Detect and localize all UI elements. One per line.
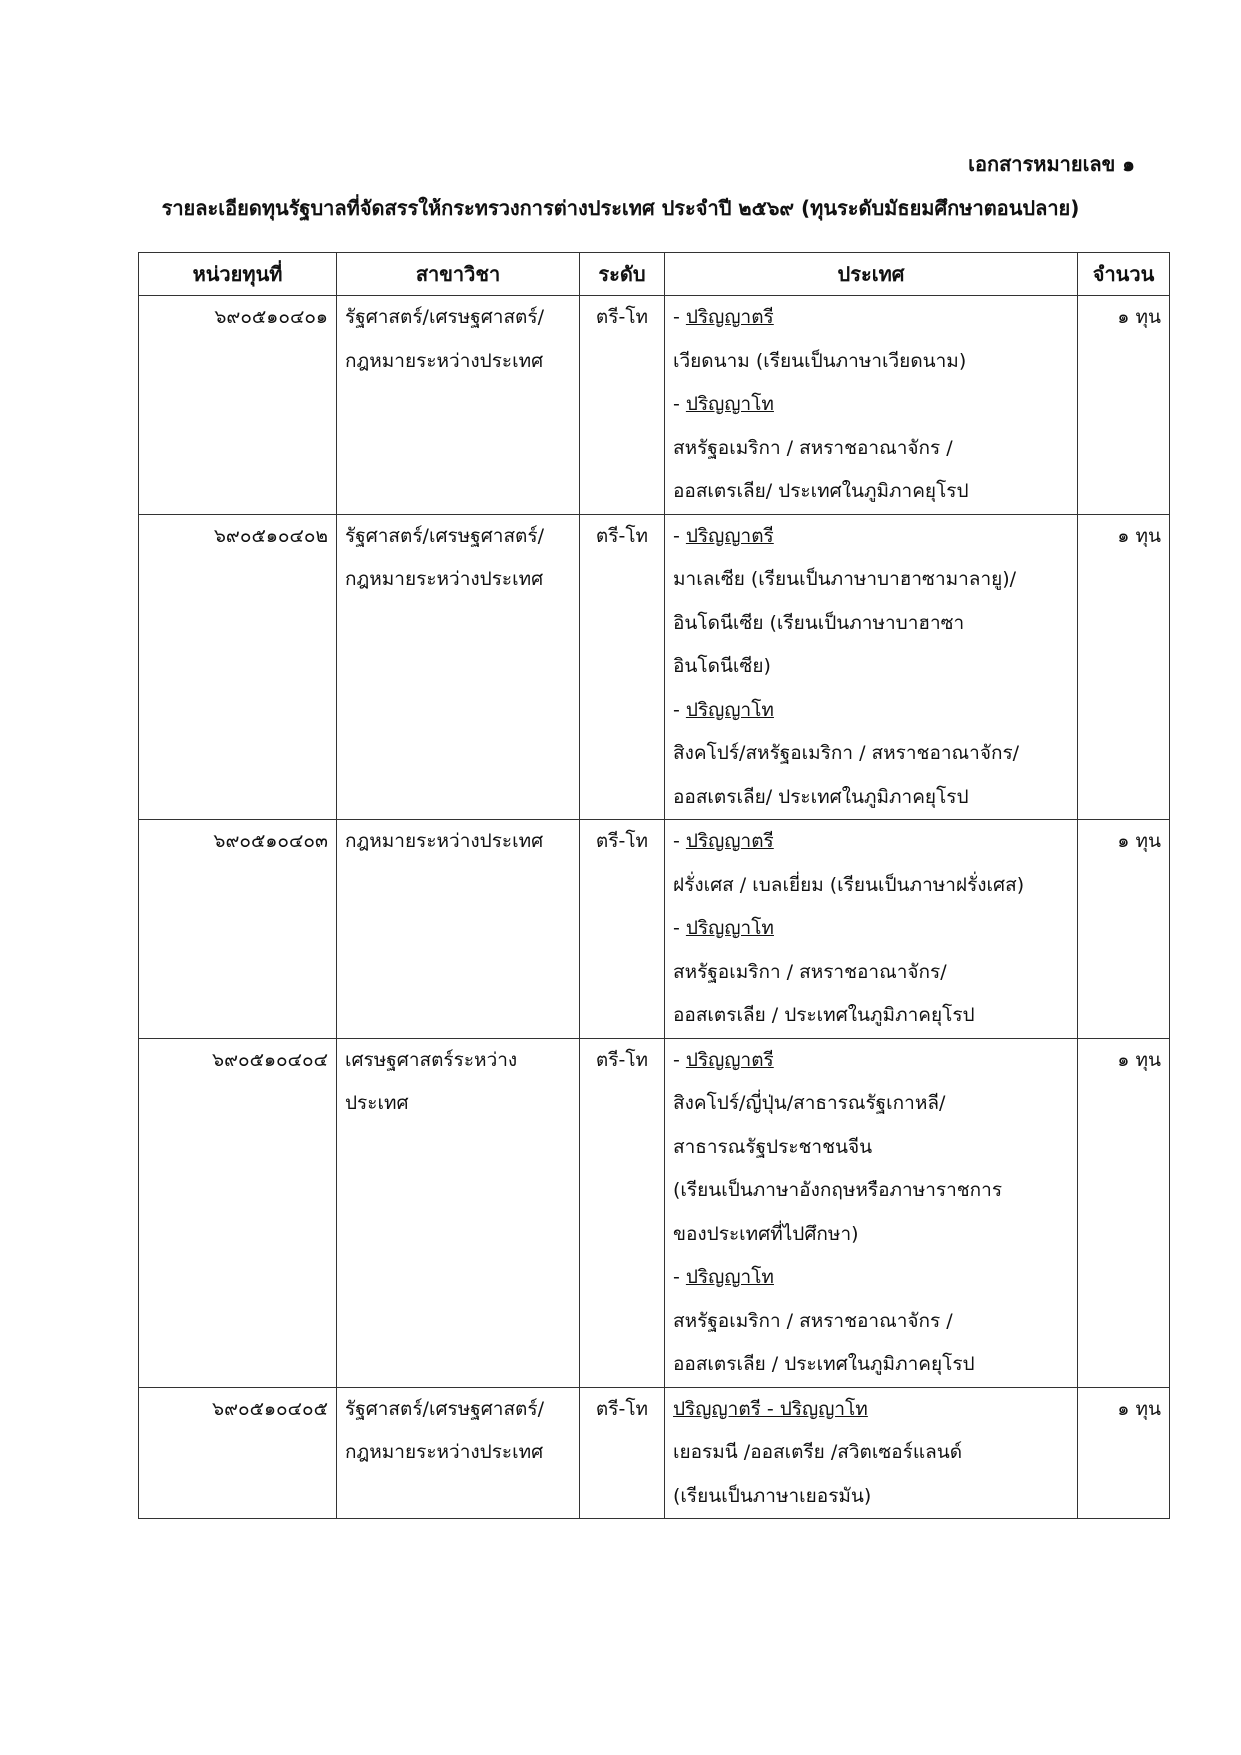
country-line	[673, 776, 1069, 820]
bullet-dash: -	[673, 306, 686, 328]
degree-level: ตรี-โท	[580, 1387, 665, 1519]
field-of-study-line: กฎหมายระหว่างประเทศ	[345, 830, 544, 852]
country-text: มาเลเซีย (เรียนเป็นภาษาบาฮาซามาลายู)/	[673, 568, 1017, 590]
field-of-study-line: รัฐศาสตร์/เศรษฐศาสตร์/	[345, 524, 544, 547]
country-line	[673, 1300, 1069, 1344]
degree-heading	[673, 907, 1069, 951]
field-of-study-cell	[337, 1038, 580, 1387]
degree-label: ปริญญาตรี	[685, 1048, 774, 1071]
scholarship-table	[138, 252, 1170, 1519]
country-cell	[665, 1038, 1078, 1387]
bullet-dash: -	[673, 917, 686, 939]
country-text: เยอรมนี /ออสเตรีย /สวิตเซอร์แลนด์	[673, 1441, 963, 1463]
degree-heading	[673, 820, 1069, 864]
degree-level: ตรี-โท	[580, 1038, 665, 1387]
country-line	[673, 1343, 1069, 1387]
scholarship-unit-code: ๖๙๐๕๑๐๔๐๓	[139, 820, 337, 1039]
country-line	[673, 1213, 1069, 1257]
country-text: ออสเตรเลีย / ประเทศในภูมิภาคยุโรป	[673, 1004, 975, 1026]
field-of-study-line: รัฐศาสตร์/เศรษฐศาสตร์/	[345, 1397, 544, 1420]
scholarship-unit-code: ๖๙๐๕๑๐๔๐๔	[139, 1038, 337, 1387]
scholarship-count: ๑ ทุน	[1078, 296, 1170, 515]
header-count: จำนวน	[1078, 253, 1170, 296]
country-text: ออสเตรเลีย/ ประเทศในภูมิภาคยุโรป	[673, 480, 969, 502]
country-text: อินโดนีเซีย (เรียนเป็นภาษาบาฮาซา	[673, 611, 965, 634]
country-line	[673, 645, 1069, 689]
country-text: สิงคโปร์/สหรัฐอเมริกา / สหราชอาณาจักร/	[673, 742, 1020, 764]
country-line	[673, 470, 1069, 514]
degree-level: ตรี-โท	[580, 296, 665, 515]
field-of-study-cell	[337, 296, 580, 515]
table-row	[139, 1038, 1170, 1387]
field-of-study-line: เศรษฐศาสตร์ระหว่าง	[345, 1048, 518, 1071]
degree-level: ตรี-โท	[580, 514, 665, 820]
scholarship-unit-code: ๖๙๐๕๑๐๔๐๒	[139, 514, 337, 820]
degree-heading	[673, 515, 1069, 559]
bullet-dash: -	[673, 393, 686, 415]
header-unit: หน่วยทุนที่	[139, 253, 337, 296]
country-line	[673, 951, 1069, 995]
document-title: รายละเอียดทุนรัฐบาลที่จัดสรรให้กระทรวงการต่างประเทศ ประจำปี ๒๕๖๙ (ทุนระดับมัธยมศึกษาตอนปลาย)	[161, 196, 1080, 220]
country-line	[673, 1431, 1069, 1475]
country-cell	[665, 820, 1078, 1039]
country-text: สาธารณรัฐประชาชนจีน	[673, 1135, 873, 1158]
degree-label: ปริญญาตรี	[685, 830, 774, 852]
degree-heading	[673, 1256, 1069, 1300]
country-line	[673, 1082, 1069, 1126]
country-cell	[665, 296, 1078, 515]
country-line	[673, 558, 1069, 602]
field-of-study-cell	[337, 514, 580, 820]
degree-label: ปริญญาตรี - ปริญญาโท	[673, 1397, 868, 1420]
country-text: สิงคโปร์/ญี่ปุ่น/สาธารณรัฐเกาหลี/	[673, 1092, 946, 1114]
table-body	[139, 296, 1170, 1519]
bullet-dash: -	[673, 524, 686, 547]
header-level: ระดับ	[580, 253, 665, 296]
scholarship-unit-code: ๖๙๐๕๑๐๔๐๕	[139, 1387, 337, 1519]
table-row	[139, 1387, 1170, 1519]
country-line	[673, 994, 1069, 1038]
scholarship-count: ๑ ทุน	[1078, 514, 1170, 820]
country-text: ฝรั่งเศส / เบลเยี่ยม (เรียนเป็นภาษาฝรั่งเศส)	[673, 873, 1025, 896]
country-text: สหรัฐอเมริกา / สหราชอาณาจักร/	[673, 960, 947, 983]
country-text: อินโดนีเซีย)	[673, 655, 771, 677]
field-of-study-line: กฎหมายระหว่างประเทศ	[345, 1441, 544, 1463]
bullet-dash: -	[673, 1048, 686, 1071]
degree-heading	[673, 383, 1069, 427]
country-text: ออสเตรเลีย / ประเทศในภูมิภาคยุโรป	[673, 1353, 975, 1375]
degree-label: ปริญญาโท	[685, 393, 774, 415]
field-of-study-line: กฎหมายระหว่างประเทศ	[345, 568, 544, 590]
field-of-study-cell	[337, 1387, 580, 1519]
table-row	[139, 296, 1170, 515]
country-line	[673, 1126, 1069, 1170]
degree-level: ตรี-โท	[580, 820, 665, 1039]
degree-label: ปริญญาโท	[685, 698, 774, 721]
scholarship-count: ๑ ทุน	[1078, 1038, 1170, 1387]
header-country: ประเทศ	[665, 253, 1078, 296]
country-text: เวียดนาม (เรียนเป็นภาษาเวียดนาม)	[673, 349, 967, 372]
document-number-label: เอกสารหมายเลข ๑	[968, 152, 1135, 176]
scholarship-count: ๑ ทุน	[1078, 1387, 1170, 1519]
scholarship-count: ๑ ทุน	[1078, 820, 1170, 1039]
degree-label: ปริญญาโท	[685, 917, 774, 939]
header-field: สาขาวิชา	[337, 253, 580, 296]
country-cell	[665, 514, 1078, 820]
field-of-study-line: รัฐศาสตร์/เศรษฐศาสตร์/	[345, 306, 544, 328]
field-of-study-line: ประเทศ	[345, 1092, 409, 1114]
table-header-row	[139, 253, 1170, 296]
table-row	[139, 820, 1170, 1039]
country-line	[673, 732, 1069, 776]
country-line	[673, 340, 1069, 384]
country-text: สหรัฐอเมริกา / สหราชอาณาจักร /	[673, 436, 953, 459]
country-line	[673, 427, 1069, 471]
degree-label: ปริญญาตรี	[685, 524, 774, 547]
country-text: (เรียนเป็นภาษาอังกฤษหรือภาษาราชการ	[673, 1179, 1003, 1201]
degree-heading	[673, 296, 1069, 340]
degree-label: ปริญญาตรี	[685, 306, 774, 328]
degree-heading	[673, 1039, 1069, 1083]
degree-label: ปริญญาโท	[685, 1266, 774, 1288]
country-line	[673, 1475, 1069, 1519]
bullet-dash: -	[673, 830, 686, 852]
country-text: ออสเตรเลีย/ ประเทศในภูมิภาคยุโรป	[673, 785, 969, 808]
degree-heading	[673, 689, 1069, 733]
bullet-dash: -	[673, 1266, 686, 1288]
country-text: สหรัฐอเมริกา / สหราชอาณาจักร /	[673, 1309, 953, 1332]
scholarship-unit-code: ๖๙๐๕๑๐๔๐๑	[139, 296, 337, 515]
field-of-study-line: กฎหมายระหว่างประเทศ	[345, 349, 544, 372]
degree-heading	[673, 1388, 1069, 1432]
field-of-study-cell	[337, 820, 580, 1039]
bullet-dash: -	[673, 698, 686, 721]
country-line	[673, 602, 1069, 646]
table-row	[139, 514, 1170, 820]
country-line	[673, 1169, 1069, 1213]
country-cell	[665, 1387, 1078, 1519]
country-text: (เรียนเป็นภาษาเยอรมัน)	[673, 1484, 872, 1507]
country-text: ของประเทศที่ไปศึกษา)	[673, 1222, 859, 1245]
country-line	[673, 864, 1069, 908]
